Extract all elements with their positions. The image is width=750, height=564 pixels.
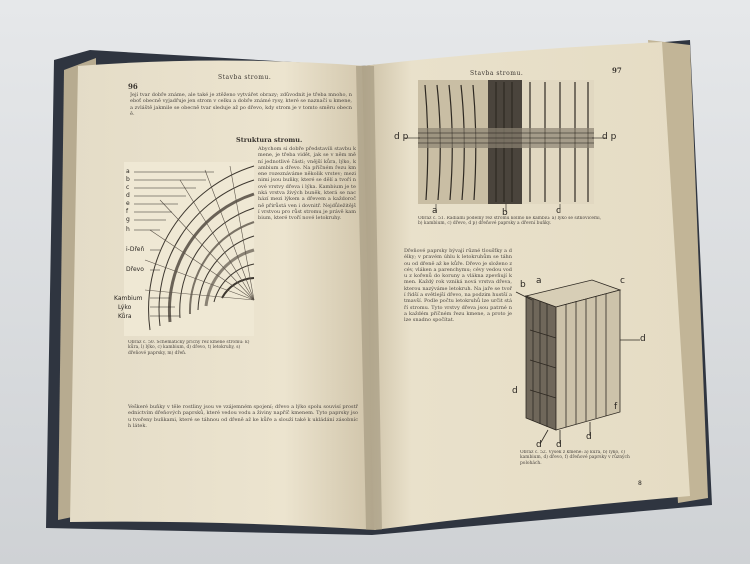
left-bottom-paragraph: Veškeré buňky v těle rostliny jsou ve vzájemném spojení; dřevo a lýko spolu souvisí prostřednictvím dřeňových paprsků, které vedou vodu a živiny napříč kmenem. Tyto paprsky jsou tvořeny buňkami, které se táhnou od dřeně až ke kůře a slouží také k ukládání zásobních látek.	[128, 404, 358, 429]
left-section-paragraph: Abychom si dobře představili stavbu kmene, je třeba vidět, jak se v něm mění jednotlivé části; vnější kůra, lýko, kambium a dřevo. Na příčném řezu kmene rozeznáváme několik vrstev; mezi nimi jsou buňky, které se dělí a tvoří nové vrstvy dřeva i lýka. Kambium je tenká vrstva živých buněk, která se nachází mezi lýkem a dřevem a každoročně přirůstá ven i dovnitř. Nejdůležitější vrstvou pro růst stromu je právě kambium, které tvoří nové letokruhy.	[258, 146, 356, 222]
right-top-figure-label: d p	[394, 132, 409, 142]
left-figure-label: h	[126, 226, 130, 233]
right-top-figure-label: c	[556, 206, 561, 216]
right-top-figure-label: a	[432, 206, 438, 216]
left-figure-label: Kambium	[114, 295, 143, 302]
right-bottom-figure-caption: Obraz č. 52. Výsek z kmene: a) kůra, b) lýko, c) kambium, d) dřevo, f) dřeňové paprsky v různých polohách.	[520, 450, 630, 466]
left-section-title: Struktura stromu.	[236, 136, 303, 144]
right-top-figure-label: d p	[602, 132, 617, 142]
right-top-figure-caption: Obraz č. 51. Radiální podélný řez stromu kolmo ke kambiu: a) lýko se sítkovicemi, b) kambium, c) dřevo, d p) dřeňové paprsky a dřevní buňky.	[418, 216, 601, 227]
right-bottom-figure-label: d	[640, 334, 646, 344]
left-running-head: Stavba stromu.	[218, 74, 272, 81]
right-top-figure-label: b	[502, 208, 508, 218]
radial-section-figure	[404, 80, 606, 212]
left-figure-label: e	[126, 200, 130, 207]
left-figure-label: f	[126, 208, 129, 215]
left-figure-label: g	[126, 216, 130, 223]
right-bottom-figure-label: d	[556, 440, 562, 450]
right-bottom-figure-label: c	[620, 276, 625, 286]
left-figure-label: b	[126, 176, 130, 183]
left-page-number: 96	[128, 82, 138, 91]
right-bottom-figure-label: f	[614, 402, 618, 412]
left-figure-label: Dřevo	[126, 266, 144, 273]
right-bottom-figure-label: a	[536, 276, 542, 286]
right-bottom-figure-label: d	[586, 432, 592, 442]
right-running-head: Stavba stromu.	[470, 70, 524, 77]
left-figure-label: Lýko	[118, 304, 132, 311]
left-figure-label: i-Dřeň	[126, 246, 145, 253]
right-bottom-figure-label: b	[520, 280, 526, 290]
left-figure-label: d	[126, 192, 130, 199]
right-bottom-figure-label: d	[536, 440, 542, 450]
left-figure-label: c	[126, 184, 130, 191]
right-body-paragraph: Dřeňové paprsky bývají různé tloušťky a délky; v pravém úhlu k letokruhům se táhnou od dřeně až ke kůře. Dřevo je složeno z cév, vláken a parenchymu; cévy vedou vodu z kořenů do koruny a vlákna zpevňují kmen. Každý rok vzniká nová vrstva dřeva, kterou nazýváme letokruh. Na jaře se tvoří řidší a světlejší dřevo, na podzim hustší a tmavší. Podle počtu letokruhů lze určit stáří stromu. Tyto vrstvy dřeva jsou patrné na každém příčném řezu kmene, a proto je lze snadno spočítat.	[404, 248, 512, 324]
corner-mark: 8	[638, 480, 642, 487]
left-figure-label: a	[126, 168, 130, 175]
left-intro-paragraph: Její tvar dobře známe, ale také je ztěženo vytvářet obrazy; zdůvodnit je třeba mnoho, neboť obecně vyjadřuje jen strom v celku a dobře známé rysy, které se naznačí u kmene, a zvláště jakmile se obecně tvar sleduje až po dřevo, kdy strom je v tomto směru obecně.	[130, 92, 352, 117]
right-page-number: 97	[612, 66, 622, 75]
left-figure-caption: Obraz č. 50. Schematický příčný řez kmene stromu: k) kůra, l) lýko, c) kambium, d) dřevo, t) letokruhy, s) dřeňové paprsky, m) dřeň.	[128, 340, 250, 356]
left-figure-label: Kůra	[118, 313, 132, 320]
right-bottom-figure-label: d	[512, 386, 518, 396]
